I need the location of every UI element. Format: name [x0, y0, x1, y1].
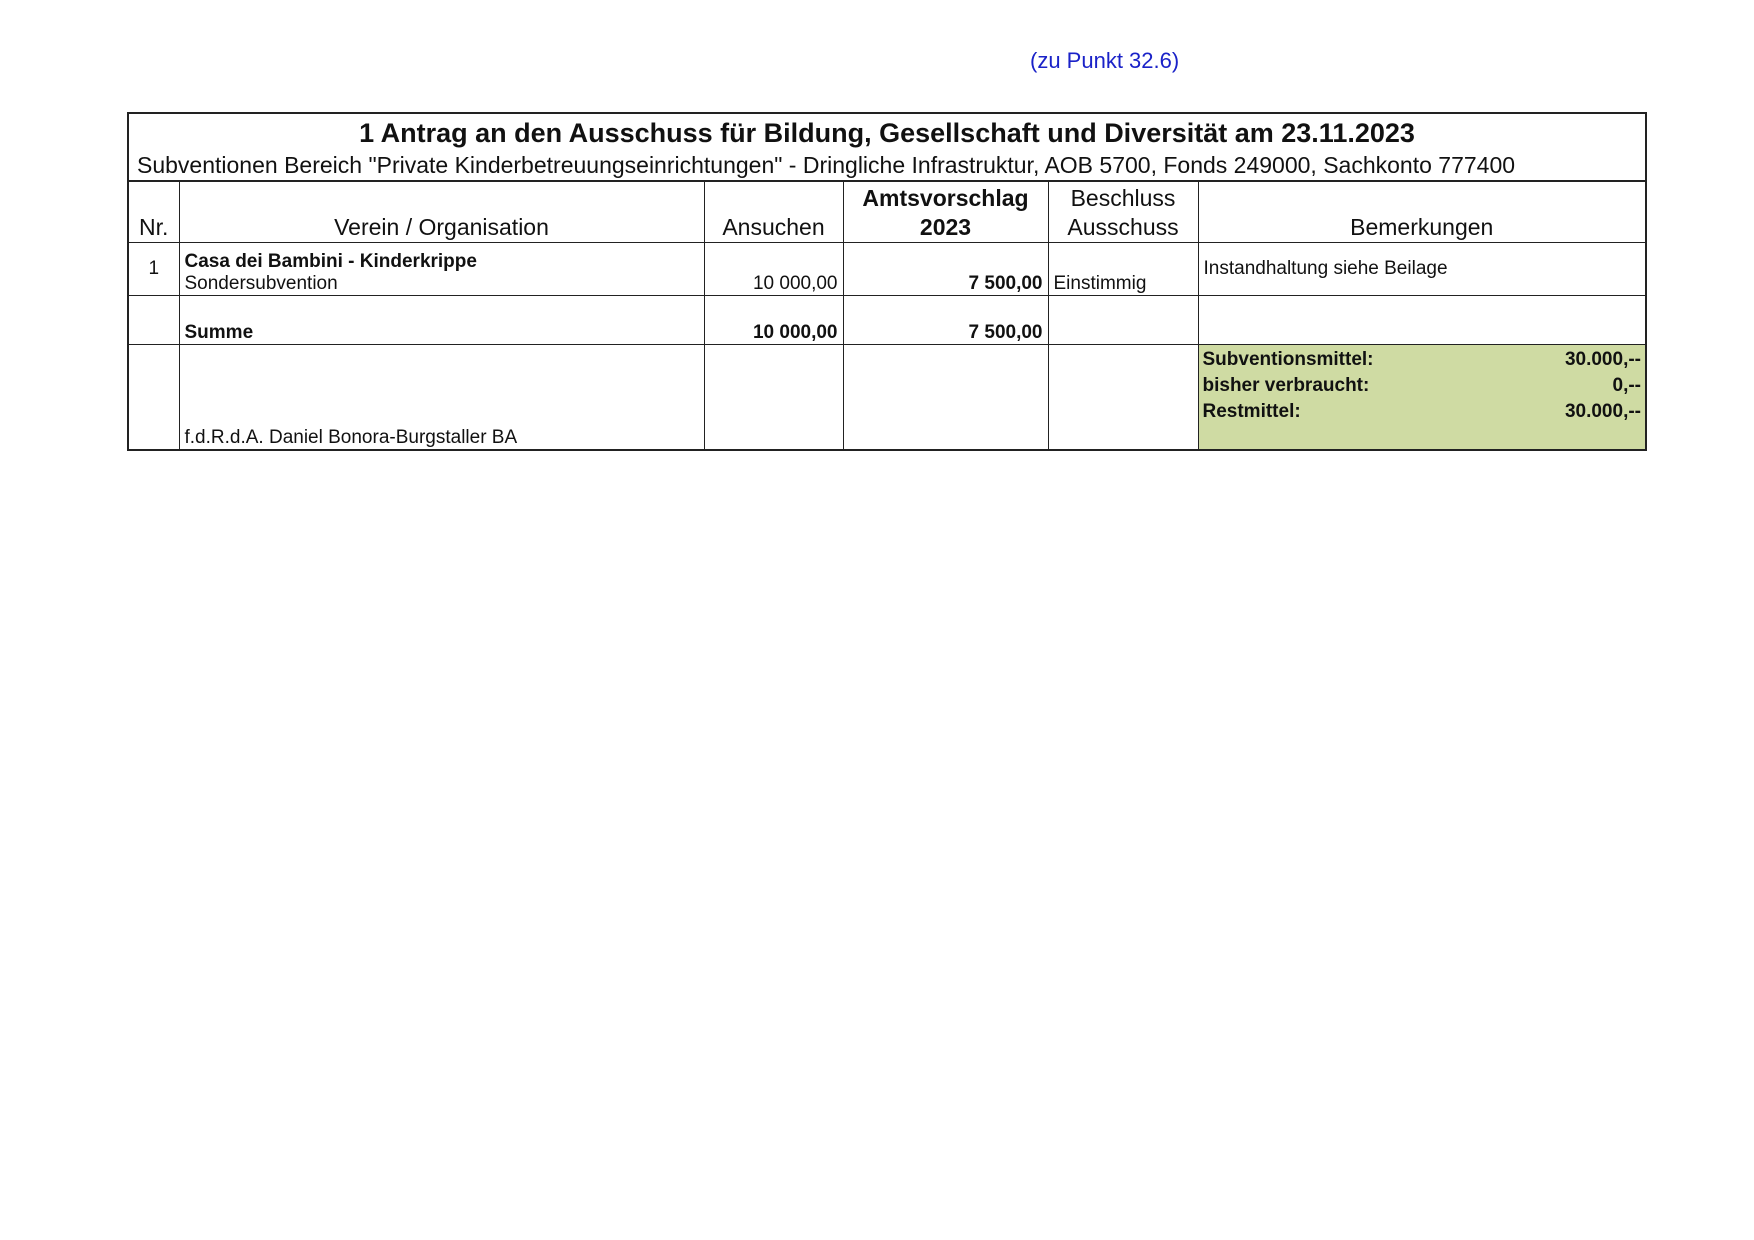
row-nr: 1	[129, 243, 179, 296]
fund-row	[1203, 373, 1642, 399]
footer-ansuchen-empty	[704, 345, 843, 450]
header-verein: Verein / Organisation	[179, 182, 704, 243]
table-row	[129, 243, 1645, 296]
footer-amtsvorschlag-empty	[843, 345, 1048, 450]
header-amtsvorschlag-line1: Amtsvorschlag	[862, 185, 1029, 211]
fund-summary	[1198, 345, 1645, 450]
row-beschluss: Einstimmig	[1048, 243, 1198, 296]
sum-bemerkung-empty	[1198, 296, 1645, 345]
row-amtsvorschlag: 7 500,00	[843, 243, 1048, 296]
subsidy-table	[129, 182, 1645, 449]
fund-value: 30.000,--	[1564, 349, 1641, 370]
footer-row	[129, 345, 1645, 450]
signature: f.d.R.d.A. Daniel Bonora-Burgstaller BA	[179, 345, 704, 450]
header-bemerkungen: Bemerkungen	[1198, 182, 1645, 243]
sum-beschluss-empty	[1048, 296, 1198, 345]
fund-value: 30.000,--	[1564, 401, 1641, 422]
subsidy-sheet	[127, 112, 1647, 451]
sum-amtsvorschlag: 7 500,00	[843, 296, 1048, 345]
header-amtsvorschlag	[843, 182, 1048, 243]
fund-row	[1203, 347, 1642, 373]
header-row	[129, 182, 1645, 243]
header-nr: Nr.	[129, 182, 179, 243]
fund-label: bisher verbraucht:	[1202, 375, 1370, 396]
row-bemerkung: Instandhaltung siehe Beilage	[1198, 243, 1645, 296]
header-beschluss-line2: Ausschuss	[1067, 214, 1179, 240]
sum-label: Summe	[179, 296, 704, 345]
fund-row	[1203, 399, 1642, 425]
fund-value: 0,--	[1612, 375, 1641, 396]
org-type: Sondersubvention	[184, 273, 338, 294]
reference-note: (zu Punkt 32.6)	[1030, 48, 1180, 73]
header-amtsvorschlag-line2: 2023	[919, 214, 972, 240]
footer-nr-empty	[129, 345, 179, 450]
fund-table	[1203, 347, 1642, 425]
sum-row	[129, 296, 1645, 345]
header-beschluss	[1048, 182, 1198, 243]
footer-beschluss-empty	[1048, 345, 1198, 450]
fund-label: Restmittel:	[1202, 401, 1301, 422]
header-beschluss-line1: Beschluss	[1070, 185, 1176, 211]
sum-ansuchen: 10 000,00	[704, 296, 843, 345]
row-ansuchen: 10 000,00	[704, 243, 843, 296]
fund-label: Subventionsmittel:	[1202, 349, 1374, 370]
row-organisation	[179, 243, 704, 296]
header-ansuchen: Ansuchen	[704, 182, 843, 243]
sum-nr-empty	[129, 296, 179, 345]
org-name: Casa dei Bambini - Kinderkrippe	[184, 251, 477, 272]
document-subtitle: Subventionen Bereich "Private Kinderbetreuungseinrichtungen" - Dringliche Infrastruktur, AOB 5700, Fonds 249000, Sachkonto 777400	[129, 150, 1645, 182]
document-title: 1 Antrag an den Ausschuss für Bildung, Gesellschaft und Diversität am 23.11.2023	[359, 118, 1415, 148]
